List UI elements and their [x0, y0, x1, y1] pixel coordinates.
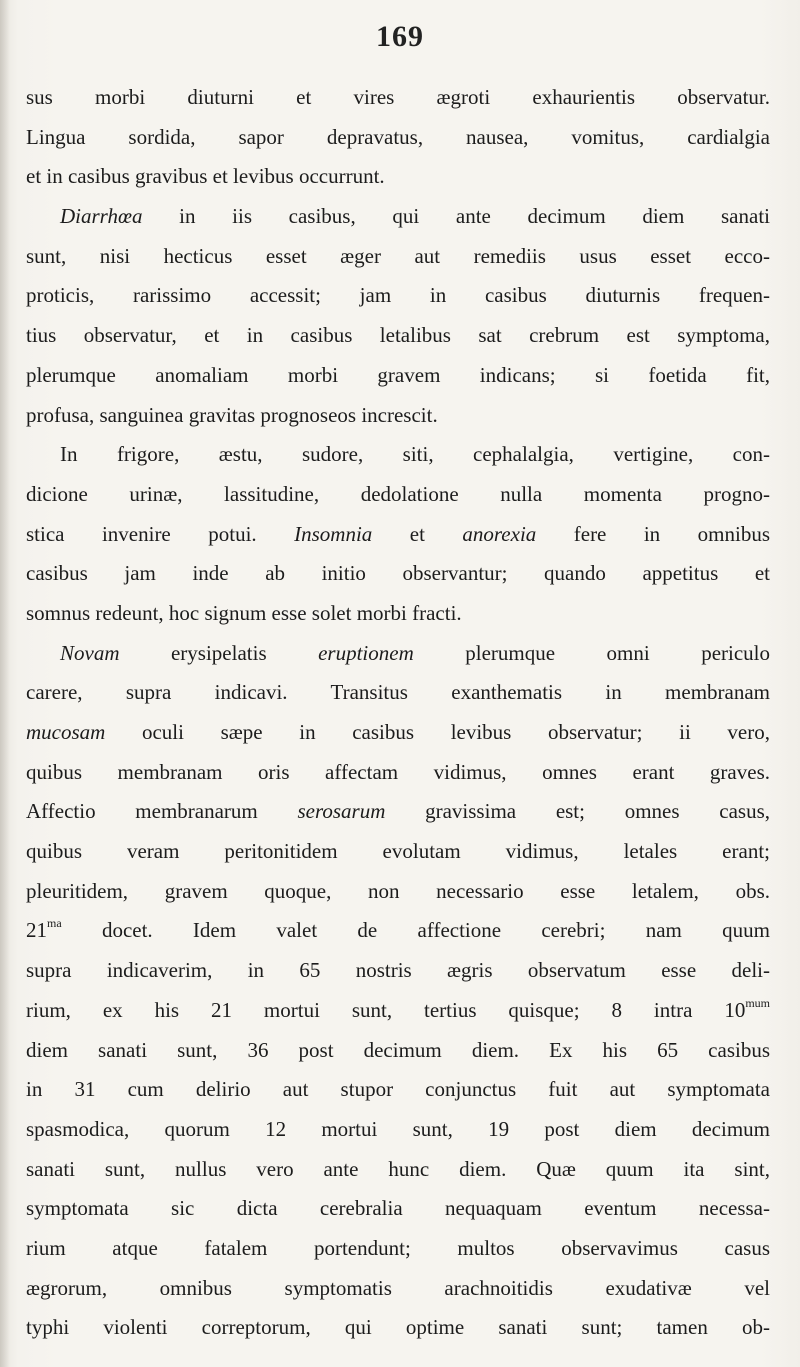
body-text	[26, 78, 770, 1348]
text-line: $21^{ma}$ docet. Idem valet de affectione cerebri; nam quum	[26, 916, 770, 943]
text-line: quibus veram peritonitidem evolutam vidimus, letales erant;	[26, 839, 770, 864]
text-line: typhi violenti correptorum, qui optime sanati sunt; tamen ob-	[26, 1315, 770, 1340]
text-line: diem sanati sunt, 36 post decimum diem. Ex his 65 casibus	[26, 1037, 770, 1062]
text-line: pleuritidem, gravem quoque, non necessario esse letalem, obs.	[26, 878, 770, 903]
text-line: spasmodica, quorum 12 mortui sunt, 19 post diem decimum	[26, 1116, 770, 1141]
text-line: In frigore, æstu, sudore, siti, cephalalgia, vertigine, con-	[60, 442, 770, 467]
emphasis: serosarum	[297, 799, 386, 824]
text-line: Novam erysipelatis eruptionem plerumque omni periculo	[60, 640, 770, 665]
text-line: rium atque fatalem portendunt; multos observavimus casus	[26, 1235, 770, 1260]
text-line: profusa, sanguinea gravitas prognoseos increscit.	[26, 402, 438, 427]
emphasis: Novam	[60, 640, 120, 665]
text-line: et in casibus gravibus et levibus occurrunt.	[26, 164, 385, 189]
emphasis: anorexia	[462, 521, 537, 546]
text-line: sus morbi diuturni et vires ægroti exhaurientis observatur.	[26, 85, 770, 109]
text-line: supra indicaverim, in 65 nostris ægris observatum esse deli-	[26, 958, 770, 983]
emphasis: Insomnia	[294, 521, 373, 546]
emphasis: mucosam	[26, 720, 106, 744]
text-line: mucosam oculi sæpe in casibus levibus observatur; ii vero,	[26, 720, 770, 744]
text-line: casibus jam inde ab initio observantur; quando appetitus et	[26, 561, 770, 586]
emphasis: Diarrhœa	[60, 204, 143, 229]
text-line: Lingua sordida, sapor depravatus, nausea, vomitus, cardialgia	[26, 124, 770, 149]
text-line: quibus membranam oris affectam vidimus, omnes erant graves.	[26, 759, 770, 784]
emphasis: eruptionem	[318, 640, 414, 665]
superscript: mum	[745, 995, 770, 1010]
text-line: in 31 cum delirio aut stupor conjunctus fuit aut symptomata	[26, 1077, 770, 1102]
text-line: sunt, nisi hecticus esset æger aut remediis usus esset ecco-	[26, 243, 770, 268]
text-line: carere, supra indicavi. Transitus exanthematis in membranam	[26, 680, 770, 705]
page-number: 169	[376, 20, 424, 53]
text-line: somnus redeunt, hoc signum esse solet morbi fracti.	[26, 600, 462, 625]
gutter-shadow	[0, 0, 10, 1367]
text-line: Affectio membranarum serosarum gravissima est; omnes casus,	[26, 799, 770, 824]
text-line: sanati sunt, nullus vero ante hunc diem. Quæ quum ita sint,	[26, 1156, 770, 1181]
text-line: rium, ex his 21 mortui sunt, tertius quisque; 8 intra $10^{mum}$	[26, 995, 770, 1022]
text-line: ægrorum, omnibus symptomatis arachnoitidis exudativæ vel	[26, 1275, 770, 1300]
text-line: Diarrhœa in iis casibus, qui ante decimum diem sanati	[60, 204, 770, 229]
superscript: ma	[47, 916, 62, 931]
text-line: tius observatur, et in casibus letalibus sat crebrum est symptoma,	[26, 323, 770, 348]
text-line: symptomata sic dicta cerebralia nequaquam eventum necessa-	[26, 1196, 770, 1221]
text-line: plerumque anomaliam morbi gravem indicans; si foetida fit,	[26, 362, 770, 387]
text-line: dicione urinæ, lassitudine, dedolatione nulla momenta progno-	[26, 481, 770, 506]
text-line: proticis, rarissimo accessit; jam in casibus diuturnis frequen-	[26, 283, 770, 308]
text-line: stica invenire potui. Insomnia et anorexia fere in omnibus	[26, 521, 770, 546]
